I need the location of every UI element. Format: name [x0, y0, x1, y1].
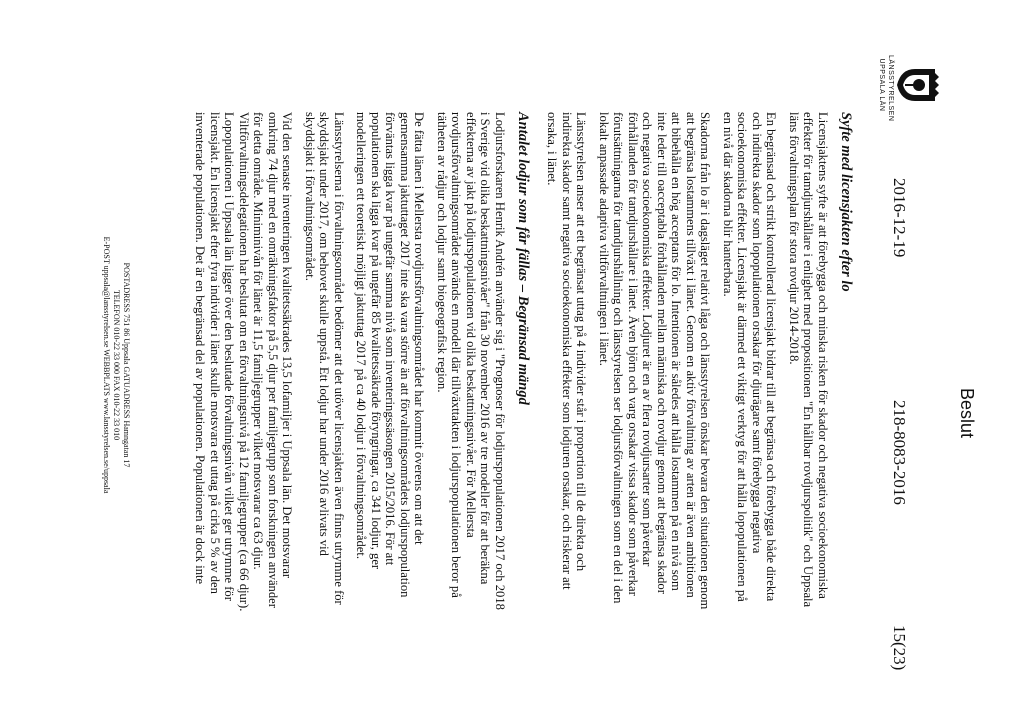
page-number: 15(23) [890, 625, 909, 671]
paragraph: En begränsad och strikt kontrollerad licensjakt bidrar till att begränsa och förebygga både direkta och indirekta skador som lopopulationen orsakar för djurägare samt förebygga negativa socioekonomiska effekter. Licensjakt är därmed ett viktigt verktyg för att hålla lopopulationen på en nivå där skadorna blir hanterbara. [721, 112, 779, 602]
paragraph: De fätta länen i Mellersta rovdjursförvaltningsområdet har kommit överens om att det gemensamma jaktuttaget 2017 inte ska vara större än att förvaltningsområdets lodjurspopulation förväntas ligga kvar på ungefär samma nivå som inventeringssäsongen 2015/2016. För att populationen ska ligga kvar på ungefär 85 kvalitetssäkrade föryngringar, ca 341 lodjur, ger modelleringen ett teoretiskt möjligt jaktuttag 2017 på ca 40 lodjur i förvaltningsområdet. [354, 112, 427, 598]
document-date: 2016-12-19 [890, 178, 909, 258]
page-footer [101, 150, 131, 580]
crest-icon [895, 65, 939, 105]
section-heading-quota: Antalet lodjur som får fällas – Begränsad mängd [515, 112, 531, 405]
agency-name: LÄNSSTYRELSEN [887, 55, 894, 122]
paragraph: Vid den senaste inventeringen kvalitetssäkrades 13,5 lofamiljer i Uppsala län. Det motsvarar omkring 74 djur med en omräkningsfaktor på 5,5 djur per familjegrupp som forskningen använder för detta område. Miniminivån för länet är 11,5 familjegrupper vilket motsvarar ca 63 djur. Viltförvaltningsdelegationen har beslutat om en förvaltningsnivå på 12 familjegrupper (ca 66 djur). Lopopulationen i Uppsala län ligger över den beslutade förvaltningsnivån vilket ger utrymme för licensjakt. En licensjakt efter fyra individer i länet skulle motsvara ett uttag på cirka 5 % av den inventerade populationen. Det är en begränsad del av populationen. Populationen är dock inte [193, 112, 295, 612]
agency-logo [877, 55, 939, 122]
document-type: Beslut [957, 388, 977, 439]
paragraph: Skadorna från lo är i dagsläget relativt låga och länsstyrelsen önskar bevara den situationen genom att begränsa lostammens tillväxt i länet. Genom en aktiv förvaltning av arten är även ambitionen att bibehålla en hög acceptans för lo. Intentionen är således att hålla lostammen på en nivå som inte leder till oacceptabla förhållanden mellan människa och rovdjur genom att begränsa skador och negativa socioekonomiska effekter. Lodjuret är en av flera rovdjursarter som påverkar förhållanden för tamdjurshållare i länet. Även björn och varg orsakar vissa skador som påverkar förutsättningarna för tamdjurshållning och länsstyrelsen ser lodjursförvaltningen som en del i den lokalt anpassade adaptiva viltförvaltningen i länet. [597, 112, 713, 610]
paragraph: Licensjaktens syfte är att förebygga och minska risken för skador och negativa socioekonomiska effekter för tamdjurshållare i enlighet med propositionen "En hållbar rovdjurspolitik" och Uppsala läns förvaltningsplan för stora rovdjur 2014-2018. [787, 112, 830, 608]
paragraph: Länsstyrelsen anser att ett begränsat uttag på 4 individer står i proportion till de direkta och indirekta skador samt negativa socioekonomiska effekter som lodjuren orsakar, och riskerar att orsaka, i länet. [545, 112, 589, 590]
agency-region: UPPSALA LÄN [878, 58, 885, 112]
footer-email-web: E-POST uppsala@lansstyrelsen.se WEBBPLATS www.lansstyrelsen.se/uppsala [102, 236, 111, 494]
paragraph: Lodjursforskaren Henrik Andrén använder sig i "Prognoser för lodjurspopulationen 2017 och 2018 i Sverige vid olika beskattningsnivåer" från 30 november 2016 av tre modeller för att beräkna effekterna av jakt på lodjurspopulationen vid olika beskattningsnivåer. För Mellersta rovdjursförvaltningsområdet används en modell där tillväxttakten i lodjurspopulationen beror på tätheten av rådjur och lodjur samt biogeografisk region. [435, 112, 507, 610]
case-number: 218-8083-2016 [890, 400, 909, 505]
paragraph: Länsstyrelserna i förvaltningsområdet bedömer att det utöver licensjakten även finns utrymme för skyddsjakt under 2017, om behovet skulle uppstå. Ett lodjur har under 2016 avlivats vid skyddsjakt i förvaltningsområdet. [303, 112, 346, 605]
footer-postal-address: POSTADRESS 751 86 Uppsala GATUADRESS Hamngatan 17 [122, 262, 131, 468]
section-heading-purpose: Syfte med licensjakten efter lo [838, 112, 854, 292]
document-body [185, 112, 854, 612]
footer-phone: TELEFON 010-22 33 000 FAX 010-22 33 010 [112, 289, 121, 441]
